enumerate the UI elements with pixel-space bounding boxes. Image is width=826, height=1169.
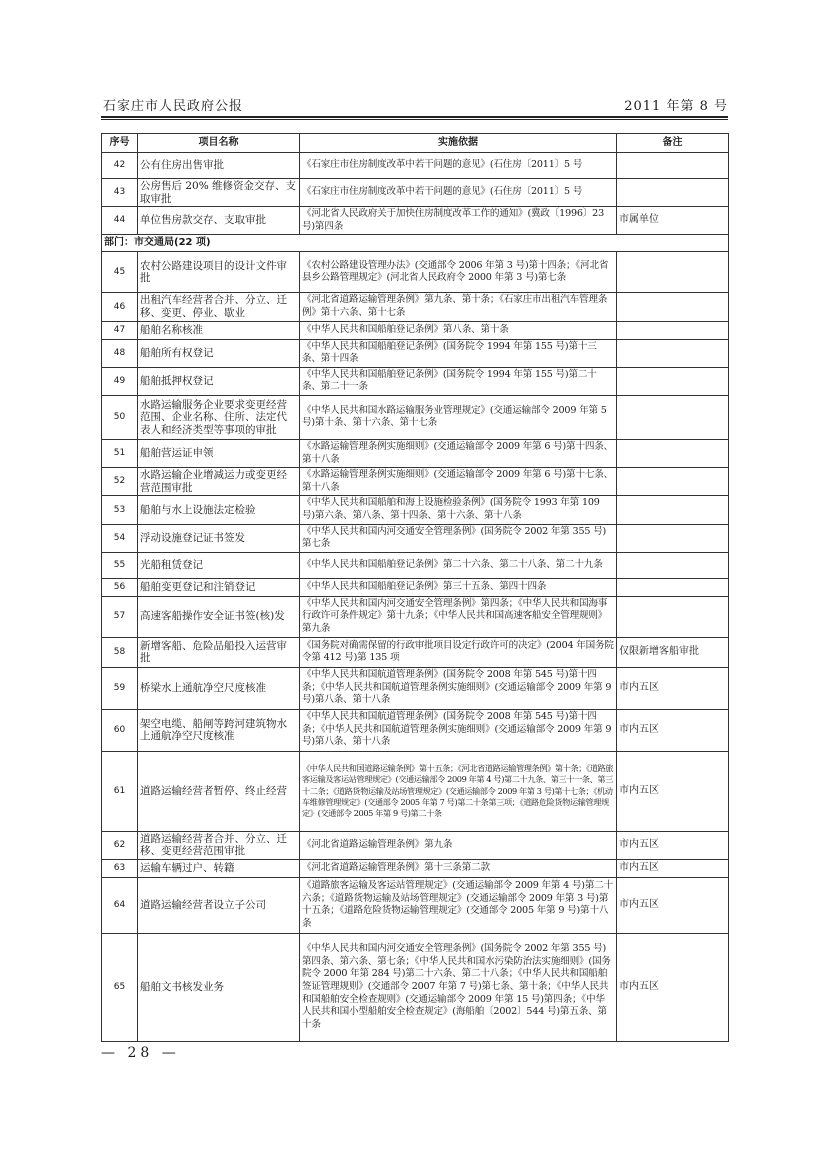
legal-basis: 《道路旅客运输及客运站管理规定》(交通运输部令 2009 年第 4 号)第二十六条；《道路货物运输及站场管理规定》(交通运输部令 2009 年第 3 号)第十五条；《道路危险货物运输管理规定》(交通部令 2005 年第 9 号)第十八条 <box>300 877 617 933</box>
remark <box>617 578 729 596</box>
legal-basis: 《农村公路建设管理办法》(交通部令 2006 年第 3 号)第十四条；《河北省县乡公路管理规定》(河北省人民政府令 2000 年第 3 号)第七条 <box>300 252 617 293</box>
item-name: 船舶文书核发业务 <box>138 933 300 1041</box>
table-row <box>102 859 729 877</box>
item-name: 浮动设施登记证书签发 <box>138 524 300 552</box>
remark: 市内五区 <box>617 709 729 751</box>
remark <box>617 496 729 524</box>
row-number: 55 <box>102 552 138 578</box>
row-number: 42 <box>102 153 138 179</box>
remark: 市内五区 <box>617 933 729 1041</box>
item-name: 新增客船、危险品船投入运营审批 <box>138 637 300 667</box>
publication-title: 石家庄市人民政府公报 <box>103 99 244 114</box>
table-row <box>102 578 729 596</box>
header-rule <box>101 116 728 118</box>
legal-basis: 《中华人民共和国船舶登记条例》第八条、第十条 <box>300 321 617 339</box>
table-row <box>102 933 729 1041</box>
legal-basis: 《中华人民共和国船舶登记条例》(国务院令 1994 年第 155 号)第十三条、第十四条 <box>300 339 617 367</box>
row-number: 60 <box>102 709 138 751</box>
legal-basis: 《水路运输管理条例实施细则》(交通运输部令 2009 年第 6 号)第十四条、第十八条 <box>300 439 617 467</box>
approval-items-table <box>101 133 729 1042</box>
legal-basis: 《中华人民共和国航道管理条例》(国务院令 2008 年第 545 号)第十四条；《中华人民共和国航道管理条例实施细则》(交通运输部令 2009 年第 9 号)第八条、第十八条 <box>300 709 617 751</box>
remark <box>617 179 729 207</box>
remark <box>617 367 729 395</box>
remark <box>617 395 729 439</box>
department-label: 部门：市交通局(22 项) <box>102 235 729 252</box>
item-name: 高速客船操作安全证书签(核)发 <box>138 596 300 637</box>
legal-basis: 《中华人民共和国内河交通安全管理条例》(国务院令 2002 年第 355 号)第七条 <box>300 524 617 552</box>
row-number: 64 <box>102 877 138 933</box>
item-name: 船舶与水上设施法定检验 <box>138 496 300 524</box>
table-row <box>102 207 729 235</box>
item-name: 运输车辆过户、转籍 <box>138 859 300 877</box>
remark <box>617 524 729 552</box>
table-header-row <box>102 134 729 153</box>
table-row <box>102 831 729 859</box>
item-name: 出租汽车经营者合并、分立、迁移、变更、停业、歇业 <box>138 293 300 321</box>
row-number: 54 <box>102 524 138 552</box>
item-name: 道路运输经营者暂停、终止经营 <box>138 751 300 831</box>
remark: 市内五区 <box>617 667 729 709</box>
header-rule-thin <box>101 119 728 120</box>
item-name: 船舶变更登记和注销登记 <box>138 578 300 596</box>
legal-basis: 《水路运输管理条例实施细则》(交通运输部令 2009 年第 6 号)第十七条、第十八条 <box>300 468 617 496</box>
legal-basis: 《中华人民共和国船舶登记条例》(国务院令 1994 年第 155 号)第二十条、第二十一条 <box>300 367 617 395</box>
item-name: 单位售房款交存、支取审批 <box>138 207 300 235</box>
legal-basis: 《河北省道路运输管理条例》第九条、第十条；《石家庄市出租汽车管理条例》第十六条、第十七条 <box>300 293 617 321</box>
item-name: 光船租赁登记 <box>138 552 300 578</box>
table-row <box>102 293 729 321</box>
row-number: 58 <box>102 637 138 667</box>
row-number: 49 <box>102 367 138 395</box>
row-number: 59 <box>102 667 138 709</box>
table-row <box>102 153 729 179</box>
item-name: 船舶名称核准 <box>138 321 300 339</box>
row-number: 43 <box>102 179 138 207</box>
legal-basis: 《中华人民共和国航道管理条例》(国务院令 2008 年第 545 号)第十四条；《中华人民共和国航道管理条例实施细则》(交通运输部令 2009 年第 9 号)第八条、第十八条 <box>300 667 617 709</box>
row-number: 56 <box>102 578 138 596</box>
row-number: 63 <box>102 859 138 877</box>
table-row <box>102 637 729 667</box>
remark: 市内五区 <box>617 877 729 933</box>
remark <box>617 153 729 179</box>
legal-basis: 《河北省人民政府关于加快住房制度改革工作的通知》(冀政〔1996〕23 号)第四条 <box>300 207 617 235</box>
department-row <box>102 235 729 252</box>
table-row <box>102 252 729 293</box>
table-row <box>102 439 729 467</box>
table-row <box>102 667 729 709</box>
item-name: 桥梁水上通航净空尺度核准 <box>138 667 300 709</box>
legal-basis: 《中华人民共和国船舶登记条例》第三十五条、第四十四条 <box>300 578 617 596</box>
table-row <box>102 468 729 496</box>
remark: 市内五区 <box>617 751 729 831</box>
item-name: 道路运输经营者设立子公司 <box>138 877 300 933</box>
remark: 市属单位 <box>617 207 729 235</box>
table-row <box>102 596 729 637</box>
rows-housing <box>102 153 729 235</box>
table-row <box>102 877 729 933</box>
item-name: 公房售后 20% 维修资金交存、支取审批 <box>138 179 300 207</box>
item-name: 道路运输经营者合并、分立、迁移、变更经营范围审批 <box>138 831 300 859</box>
legal-basis: 《中华人民共和国船舶和海上设施检验条例》(国务院令 1993 年第 109 号)第六条、第八条、第十四条、第十六条、第十八条 <box>300 496 617 524</box>
row-number: 52 <box>102 468 138 496</box>
table-row <box>102 321 729 339</box>
page-header <box>101 93 728 115</box>
item-name: 船舶抵押权登记 <box>138 367 300 395</box>
legal-basis: 《中华人民共和国内河交通安全管理条例》(国务院令 2002 年第 355 号)第四条、第六条、第七条；《中华人民共和国水污染防治法实施细则》(国务院令 2000 年第 284 号)第二十六条、第二十八条；《中华人民共和国船舶签证管理规则》(交通部令 2007 年第 7 号)第七条、第十条；《中华人民共和国船舶安全检查规则》(交通运输部令 2009 年第 15 号)第四条；《中华人民共和国小型船舶安全检查规定》(海船舶〔2002〕544 号)第五条、第十条 <box>300 933 617 1041</box>
table-row <box>102 367 729 395</box>
row-number: 57 <box>102 596 138 637</box>
legal-basis: 《石家庄市住房制度改革中若干问题的意见》(石住房〔2011〕5 号 <box>300 153 617 179</box>
table-row <box>102 339 729 367</box>
row-number: 51 <box>102 439 138 467</box>
legal-basis: 《中华人民共和国道路运输条例》第十五条；《河北省道路运输管理条例》第十条；《道路旅客运输及客运站管理规定》(交通运输部令 2009 年第 4 号)第二十九条、第三十一条、第三十二条；《道路货物运输及站场管理规定》(交通运输部令 2009 年第 3 号)第十七条；《机动车维修管理规定》(交通部令 2005 年第 7 号)第二十条第三项；《道路危险货物运输管理规定》(交通部令 2005 年第 9 号)第二十条 <box>300 751 617 831</box>
table-row <box>102 179 729 207</box>
legal-basis: 《中华人民共和国内河交通安全管理条例》第四条；《中华人民共和国海事行政许可条件规定》第十九条；《中华人民共和国高速客船安全管理规则》第九条 <box>300 596 617 637</box>
row-number: 44 <box>102 207 138 235</box>
item-name: 水路运输服务企业要求变更经营范围、企业名称、住所、法定代表人和经济类型等事项的审批 <box>138 395 300 439</box>
table-row <box>102 496 729 524</box>
remark: 市内五区 <box>617 831 729 859</box>
remark <box>617 439 729 467</box>
row-number: 48 <box>102 339 138 367</box>
legal-basis: 《河北省道路运输管理条例》第十三条第二款 <box>300 859 617 877</box>
remark <box>617 339 729 367</box>
legal-basis: 《河北省道路运输管理条例》第九条 <box>300 831 617 859</box>
row-number: 50 <box>102 395 138 439</box>
table-row <box>102 751 729 831</box>
item-name: 船舶所有权登记 <box>138 339 300 367</box>
column-header-notes: 备注 <box>617 134 729 153</box>
item-name: 架空电缆、船闸等跨河建筑物水上通航净空尺度核准 <box>138 709 300 751</box>
remark: 仅限新增客船审批 <box>617 637 729 667</box>
legal-basis: 《国务院对确需保留的行政审批项目设定行政许可的决定》(2004 年国务院令第 412 号)第 135 项 <box>300 637 617 667</box>
remark <box>617 552 729 578</box>
column-header-item-name: 项目名称 <box>138 134 300 153</box>
table-row <box>102 524 729 552</box>
row-number: 46 <box>102 293 138 321</box>
remark: 市内五区 <box>617 859 729 877</box>
item-name: 公有住房出售审批 <box>138 153 300 179</box>
page-number: — 28 — <box>101 1045 180 1061</box>
column-header-basis: 实施依据 <box>300 134 617 153</box>
item-name: 农村公路建设项目的设计文件审批 <box>138 252 300 293</box>
table-row <box>102 395 729 439</box>
remark <box>617 468 729 496</box>
table-row <box>102 709 729 751</box>
legal-basis: 《中华人民共和国水路运输服务业管理规定》(交通运输部令 2009 年第 5 号)第十条、第十六条、第十七条 <box>300 395 617 439</box>
issue-number: 2011 年第 8 号 <box>624 99 728 114</box>
row-number: 53 <box>102 496 138 524</box>
remark <box>617 321 729 339</box>
row-number: 45 <box>102 252 138 293</box>
remark <box>617 596 729 637</box>
remark <box>617 252 729 293</box>
row-number: 62 <box>102 831 138 859</box>
row-number: 65 <box>102 933 138 1041</box>
remark <box>617 293 729 321</box>
legal-basis: 《石家庄市住房制度改革中若干问题的意见》(石住房〔2011〕5 号 <box>300 179 617 207</box>
row-number: 47 <box>102 321 138 339</box>
row-number: 61 <box>102 751 138 831</box>
item-name: 水路运输企业增减运力或变更经营范围审批 <box>138 468 300 496</box>
item-name: 船舶营运证申领 <box>138 439 300 467</box>
table-row <box>102 552 729 578</box>
column-header-number: 序号 <box>102 134 138 153</box>
rows-transport <box>102 252 729 1042</box>
legal-basis: 《中华人民共和国船舶登记条例》第二十六条、第二十八条、第二十九条 <box>300 552 617 578</box>
